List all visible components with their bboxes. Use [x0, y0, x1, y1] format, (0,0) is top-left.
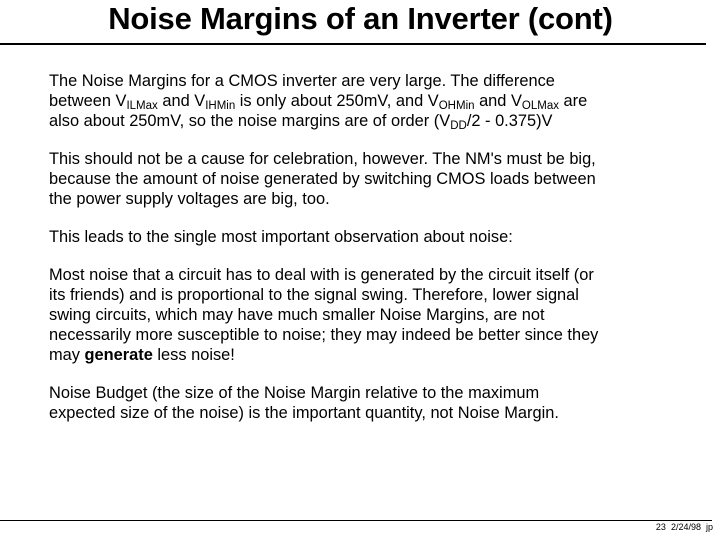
p1-text: and V [474, 92, 522, 110]
emphasis-generate: generate [84, 346, 153, 364]
p1-text: between V [49, 92, 127, 110]
subscript-olmax: OLMax [521, 100, 559, 112]
p2-line1: This should not be a cause for celebration, however. The NM's must be big, [49, 150, 596, 168]
page-number: 23 [655, 522, 666, 532]
p4-line3: swing circuits, which may have much smaller Noise Margins, are not [49, 306, 545, 324]
slide-title: Noise Margins of an Inverter (cont) [108, 1, 613, 36]
p5-line2: expected size of the noise) is the important quantity, not Noise Margin. [49, 404, 559, 422]
footer-date: 2/24/98 [670, 522, 701, 532]
p4-line2: its friends) and is proportional to the signal swing. Therefore, lower signal [49, 286, 579, 304]
paragraph-noise-margins [49, 71, 719, 131]
subscript-ohmin: OHMin [438, 100, 475, 112]
footer-divider [0, 520, 712, 521]
paragraph-noise-budget [49, 383, 719, 423]
p4-text: less noise! [152, 346, 235, 364]
p1-text: also about 250mV, so the noise margins are of order (V [49, 112, 451, 130]
subscript-ilmax: ILMax [126, 100, 158, 112]
p4-text: may [49, 346, 85, 364]
subscript-ihmin: IHMin [205, 100, 236, 112]
title-divider [0, 43, 706, 45]
p4-line1: Most noise that a circuit has to deal with is generated by the circuit itself (or [49, 266, 594, 284]
p2-line2: because the amount of noise generated by switching CMOS loads between [49, 170, 596, 188]
paragraph-not-celebration [49, 149, 719, 209]
paragraph-observation-lead [49, 227, 719, 247]
p1-text: is only about 250mV, and V [235, 92, 439, 110]
p3-line1: This leads to the single most important observation about noise: [49, 228, 513, 246]
p1-line1: The Noise Margins for a CMOS inverter are very large. The difference [49, 72, 555, 90]
p5-line1: Noise Budget (the size of the Noise Margin relative to the maximum [49, 384, 540, 402]
p1-text: and V [157, 92, 206, 110]
p2-line3: the power supply voltages are big, too. [49, 190, 330, 208]
p1-text: /2 - 0.375)V [466, 112, 553, 130]
slide-footer [656, 522, 713, 533]
p1-text: are [558, 92, 588, 110]
slide-body [49, 71, 719, 441]
author-initials: jp [705, 522, 713, 532]
subscript-dd: DD [450, 120, 467, 132]
paragraph-noise-source [49, 265, 719, 365]
p4-line4: necessarily more susceptible to noise; they may indeed be better since they [49, 326, 599, 344]
